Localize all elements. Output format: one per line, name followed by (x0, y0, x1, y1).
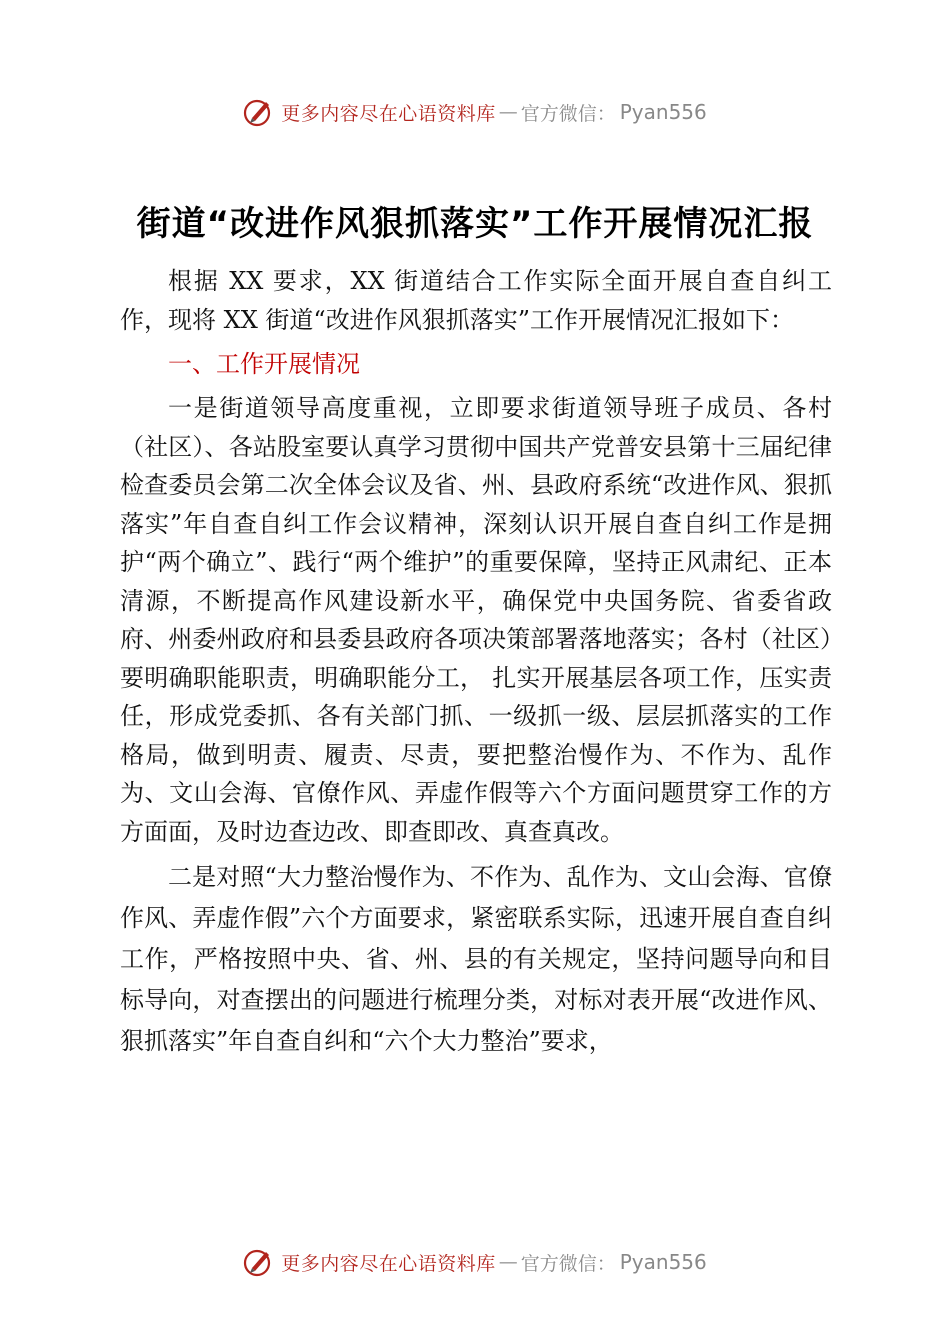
body-paragraph-2: 二是对照“大力整治慢作为、不作为、乱作为、文山会海、官僚作风、弄虚作假”六个方面要求，紧密联系实际，迅速开展自查自纠工作，严格按照中央、省、州、县的有关规定，坚持问题导向和目标导向，对查摆出的问题进行梳理分类，对标对表开展“改进作风、狠抓落实”年自查自纠和“六个大力整治”要求， (120, 863, 832, 1055)
pen-logo-icon (243, 1246, 275, 1278)
banner-wechat-label: 官方微信： (520, 1252, 616, 1275)
pen-logo-icon (243, 96, 275, 128)
banner-separator: — (498, 1251, 518, 1273)
banner-wechat-label: 官方微信： (520, 102, 616, 125)
section-heading: 一、工作开展情况 (168, 350, 360, 378)
document-title: 街道“改进作风狠抓落实”工作开展情况汇报 (136, 204, 814, 244)
footer-banner (0, 1242, 950, 1282)
intro-paragraph: 根据 XX 要求，XX 街道结合工作实际全面开展自查自纠工作，现将 XX 街道“改进作风狠抓落实”工作开展情况汇报如下： (120, 267, 832, 334)
header-banner (0, 92, 950, 132)
banner-text: 更多内容尽在心语资料库 (281, 102, 496, 125)
banner-wechat-id: Pyan556 (619, 100, 707, 124)
banner-text: 更多内容尽在心语资料库 (281, 1252, 496, 1275)
body-paragraph-1: 一是街道领导高度重视，立即要求街道领导班子成员、各村（社区）、各站股室要认真学习贯彻中国共产党普安县第十三届纪律检查委员会第二次全体会议及省、州、县政府系统“改进作风、狠抓落实”年自查自纠工作会议精神，深刻认识开展自查自纠工作是拥护“两个确立”、践行“两个维护”的重要保障，坚持正风肃纪、正本清源，不断提高作风建设新水平，确保党中央国务院、省委省政府、州委州政府和县委县政府各项决策部署落地落实；各村（社区）要明确职能职责，明确职能分工， 扎实开展基层各项工作，压实责任，形成党委抓、各有关部门抓、一级抓一级、层层抓落实的工作格局，做到明责、履责、尽责，要把整治慢作为、不作为、乱作为、文山会海、官僚作风、弄虚作假等六个方面问题贯穿工作的方方面面，及时边查边改、即查即改、真查真改。 (120, 394, 832, 846)
banner-wechat-id: Pyan556 (619, 1250, 707, 1274)
banner-separator: — (498, 101, 518, 123)
document-body (120, 262, 832, 1062)
